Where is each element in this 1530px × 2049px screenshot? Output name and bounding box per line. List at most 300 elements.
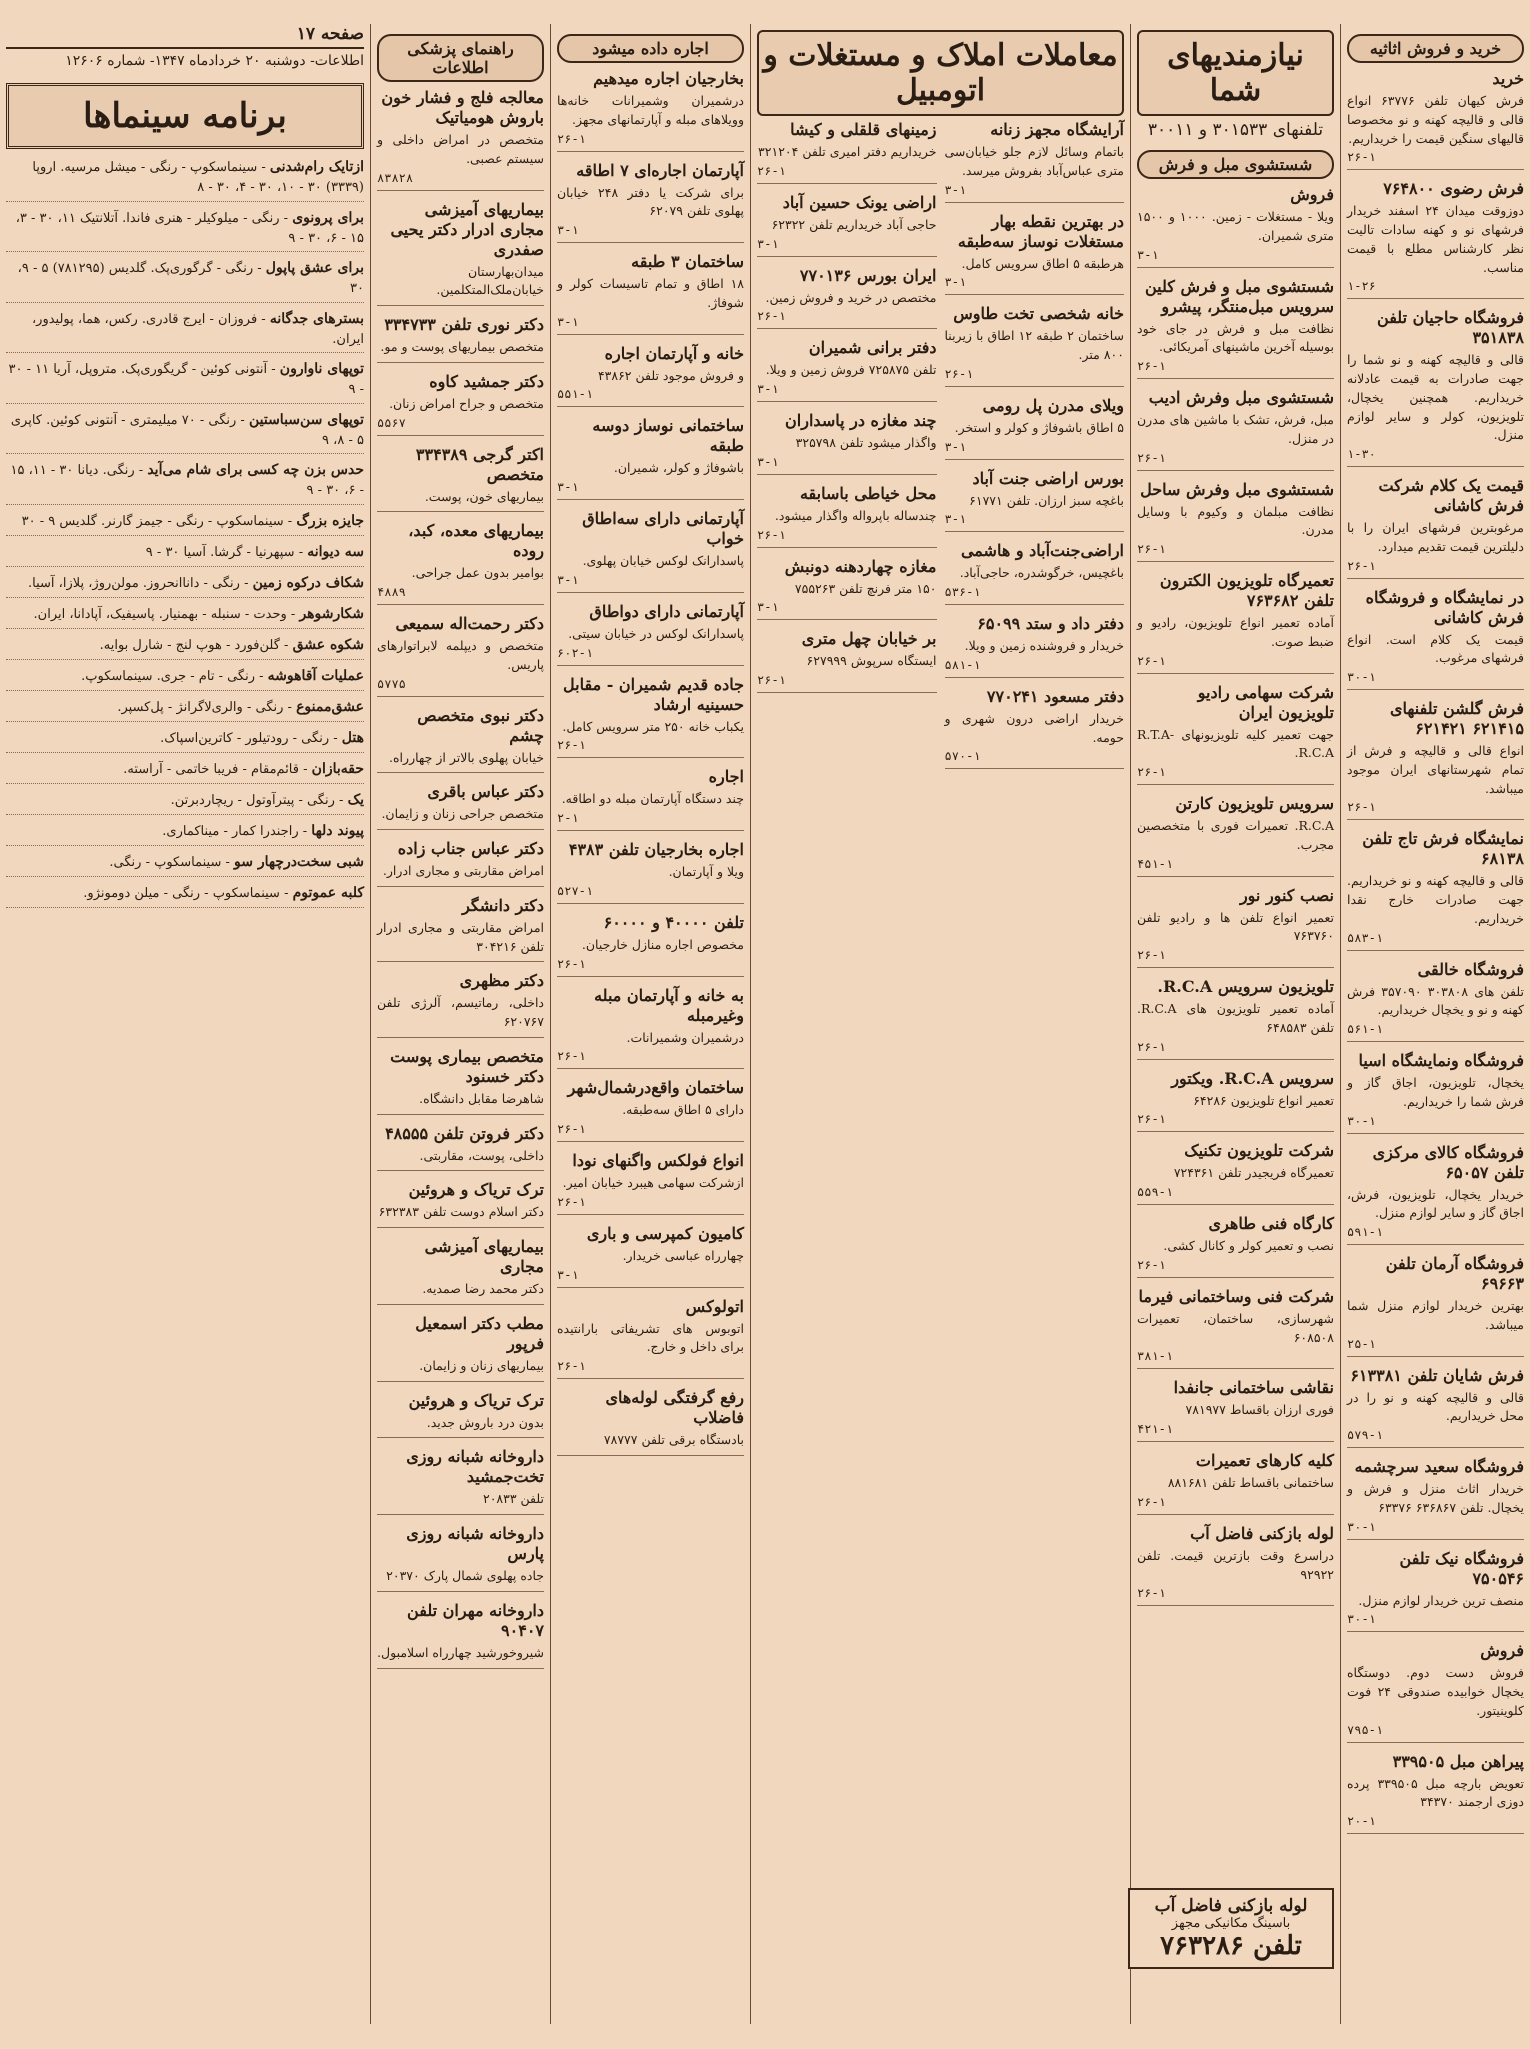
cinema-entry: شبی سخت‌درچهار سو - سینماسکوپ - رنگی. [6, 852, 364, 877]
ad-code: ۳-۱ [557, 314, 579, 329]
movie-title: توپهای ناوارون [279, 361, 364, 377]
classified-ad [1137, 886, 1334, 969]
classified-ad [1137, 1069, 1334, 1133]
classified-ad [377, 614, 544, 697]
ad-body: تعمیر انواع تلویزیون ۶۴۲۸۶ [1193, 1092, 1334, 1108]
ad-title: آپارتمان اجاره‌ای ۷ اطاقه [576, 160, 744, 180]
ad-code: ۵۵۶۷ [377, 415, 406, 430]
ad-body: فوری ارزان باقساط ۷۸۱۹۷۷ [1185, 1402, 1334, 1418]
ad-code: ۲۶-۱ [757, 309, 786, 324]
ad-body: و فروش موجود تلفن ۴۳۸۶۲ [597, 367, 744, 383]
ad-code: ۳-۱ [757, 382, 779, 396]
ad-body: خریداریم دفتر امیری تلفن ۳۲۱۲۰۴ [758, 144, 937, 159]
classified-ad [1347, 588, 1524, 691]
ad-body: حاجی آباد خریداریم تلفن ۶۲۳۲۲ [771, 216, 937, 232]
ad-code: ۵۵۹-۱ [1137, 1185, 1174, 1199]
ad-body: شهرسازی، ساختمان، تعمیرات ۶۰۸۵۰۸ [1137, 1310, 1334, 1345]
ad-code: ۲۶-۱ [1137, 1586, 1166, 1601]
ad-code: ۲۶-۱ [1137, 450, 1166, 465]
ad-code: ۵۸۳-۱ [1347, 930, 1384, 945]
medical-banner: راهنمای پزشکی اطلاعات [377, 34, 544, 82]
rent-banner: اجاره داده میشود [557, 34, 744, 63]
ad-code: ۲۰-۱ [1347, 1814, 1376, 1828]
ad-body: متخصص و دیپلمه لابراتوارهای پاریس. [377, 638, 544, 672]
ad-code: ۳۰-۱ [1347, 670, 1376, 684]
column-needs [1340, 24, 1530, 2024]
ad-body: دکتر اسلام دوست تلفن ۶۳۲۳۸۳ [378, 1204, 544, 1220]
ad-code: ۶۰۲-۱ [557, 645, 594, 660]
movie-title: شکوه عشق [292, 636, 364, 653]
movie-showtimes: سینماسکوپ - رنگی. [109, 854, 222, 870]
classified-ad [1347, 699, 1524, 820]
ad-title: فروشگاه کالای مرکزی تلفن ۶۵۰۵۷ [1372, 1142, 1524, 1182]
classified-ad [945, 687, 1125, 770]
ad-body: یخچال، تلویزیون، اجاق گاز و فرش شما را خریداریم. [1347, 1075, 1524, 1109]
ad-body: نظافت مبل و فرش در جای خود بوسیله آخرین ماشینهای آمریکائی. [1137, 320, 1334, 355]
classified-ad [557, 252, 744, 335]
ad-title: معالجه فلج و فشار خون باروش هومیاتیک [381, 88, 544, 127]
movie-showtimes: گلن‌فورد - هوپ لنج - شارل بوایه. [99, 637, 280, 653]
ad-code: ۲-۱ [557, 811, 579, 825]
ad-body: خیابان پهلوی بالاتر از چهارراه. [389, 749, 544, 765]
ad-body: اتوبوس های تشریفاتی بارانتیده برای داخل و خارج. [557, 1320, 744, 1355]
classified-ad [377, 445, 544, 513]
classified-ad [377, 1447, 544, 1515]
cinema-entry: شکاف درکوه زمین - رنگی - داناانحروز. مولن‌روژ، پلازا، آسیا. [6, 573, 364, 598]
ad-body: چند دستگاه آپارتمان مبله دو اطاقه. [561, 791, 744, 807]
ad-code: ۵۲۷-۱ [557, 883, 594, 898]
section-home-furniture: خرید و فروش اثاثیه [1347, 34, 1524, 63]
classified-ad [377, 521, 544, 605]
classified-ad [1137, 480, 1334, 563]
classified-ad [1137, 1214, 1334, 1278]
movie-title: هتل [341, 729, 364, 746]
classified-ad [377, 1391, 544, 1439]
ad-code: ۸۳۸۲۸ [377, 170, 414, 185]
ads-list-col5 [377, 88, 544, 1669]
classified-ad [557, 509, 744, 593]
ad-body: ساختمانی باقساط تلفن ۸۸۱۶۸۱ [1167, 1475, 1334, 1490]
ad-body: خریدار اثاث منزل و فرش و یخچال. تلفن ۶۳۶۸۶۷ ۶۳۳۷۶ [1347, 1481, 1524, 1515]
classified-ad [377, 782, 544, 830]
ad-body: بوامیر بدون عمل جراحی. [411, 565, 544, 581]
section-wash: شستشوی مبل و فرش [1137, 150, 1334, 179]
issue-line: اطلاعات- دوشنبه ۲۰ خردادماه ۱۳۴۷- شماره ۱۲۶۰۶ [65, 53, 364, 69]
ad-code: ۳۰-۱ [1347, 1519, 1376, 1534]
cinema-entry: برای پرونوی - رنگی - میلوکیلر - هنری فاندا. آتلانتیک ۱۱، ۳۰ - ۳، ۱۵ - ۶، ۳۰ - ۹ [6, 208, 364, 253]
ad-body: متخصص و جراح امراض زنان. [389, 395, 544, 411]
ad-title: آپارتمانی دارای دواطاق [589, 601, 744, 621]
ad-body: ویلا و آپارتمان. [668, 864, 744, 879]
ad-title: اراضی یونک حسین آباد [782, 192, 937, 212]
movie-title: ازتایک رام‌شدنی [269, 159, 364, 175]
movie-title: کلبه عموتوم [292, 884, 364, 901]
ad-body: ویلا - مستغلات - زمین. ۱۰۰۰ و ۱۵۰۰ متری شمیران. [1137, 209, 1335, 243]
ad-title: داروخانه شبانه روزی پارس [406, 1524, 544, 1563]
classified-ad [945, 120, 1125, 203]
ad-title: رفع گرفتگی لوله‌های فاضلاب [605, 1388, 744, 1427]
ad-title: سرویس تلویزیون کارتن [1175, 794, 1334, 813]
classified-ad [1347, 1641, 1524, 1742]
ad-title: ویلای مدرن پل رومی [982, 395, 1124, 415]
classified-ad [757, 120, 937, 184]
ad-title: شرکت سهامی رادیو تلویزیون ایران [1197, 682, 1334, 722]
ad-code: ۲۶-۱ [557, 1049, 586, 1064]
ad-code: ۲۵-۱ [1347, 1336, 1376, 1351]
classified-ad [1347, 829, 1524, 950]
movie-title: شکارشوهر [299, 605, 364, 622]
column-needs-2 [1130, 24, 1340, 2024]
classified-ad [557, 1224, 744, 1288]
ad-code: ۳-۱ [557, 223, 579, 237]
movie-title: بسترهای جدگانه [269, 310, 364, 327]
movie-showtimes: رنگی - ۷۰ میلیمتری - آنتونی کوئین. کاپری ۵ - ۸، ۹ [10, 412, 364, 448]
ad-code: ۱-۲۶ [1347, 279, 1376, 294]
ad-code: ۵۷۹-۱ [1347, 1428, 1384, 1442]
big-box-title: لوله بازکنی فاضل آب [1154, 1896, 1308, 1916]
classified-ad [945, 304, 1125, 387]
ad-title: دفتر داد و ستد ۶۵۰۹۹ [977, 614, 1124, 633]
movie-title: عشق‌ممنوع [296, 698, 364, 715]
ad-title: فروشگاه ونمایشگاه اسیا [1358, 1051, 1524, 1070]
classified-ad [1137, 794, 1334, 877]
classified-ad [557, 840, 744, 904]
ad-body: متخصص در امراض داخلی و سیستم عصبی. [377, 132, 544, 166]
ad-body: باغچه سبز ارزان. تلفن ۶۱۷۷۱ [969, 492, 1124, 508]
ad-title: دفتر مسعود ۷۷۰۲۴۱ [986, 686, 1124, 706]
ad-code: ۲۶-۱ [757, 163, 786, 178]
ad-body: آماده تعمیر تلویزیون های R.C.A. تلفن ۶۴۸۵۸۳ [1137, 1001, 1334, 1035]
ad-code: ۵۶۱-۱ [1347, 1022, 1384, 1036]
ad-body: فرش کیهان تلفن ۶۳۷۷۶ انواع قالی و قالیچه کهنه و نو مخصوصا قالیهای سنگین قیمت را خریداریم. [1347, 93, 1524, 146]
ad-body: یکباب خانه ۲۵۰ متر سرویس کامل. [562, 718, 744, 734]
ad-title: آرایشگاه مجهز زنانه [990, 120, 1124, 139]
ad-title: فروشگاه نیک تلفن ۷۵۰۵۴۶ [1399, 1548, 1524, 1588]
movie-title: یک [347, 791, 364, 808]
ad-title: پیراهن مبل ۳۳۹۵۰۵ [1392, 1751, 1524, 1771]
classified-ad [945, 614, 1125, 678]
classified-ad [757, 338, 937, 402]
classified-ad [557, 69, 744, 152]
cinema-entry: توپهای ناوارون - آنتونی کوئین - گریگوری‌پک. متروپل، آریا ۱۱ - ۳۰ - ۹ [6, 359, 364, 404]
ad-code: ۷۹۵-۱ [1347, 1722, 1384, 1737]
movie-showtimes: سینماسکوپ - رنگی - جیمز گارنر. گلدیس ۹ - ۳۰ [21, 513, 284, 529]
ad-title: ترک تریاک و هروئین [408, 1390, 544, 1410]
ad-body: شاهرضا مقابل دانشگاه. [419, 1090, 544, 1106]
ad-code: ۲۶-۱ [557, 131, 586, 146]
ad-body: امراض مقاربتی و مجاری ادرار. [382, 863, 544, 878]
ad-code: ۲۶-۱ [757, 673, 786, 687]
cinema-entry: بسترهای جدگانه - فروزان - ایرج قادری. رکس، هما، پولیدور، ایران. [6, 309, 364, 354]
ad-code: ۲۶-۱ [1347, 800, 1376, 815]
needs-banner: نیازمندیهای شما [1137, 30, 1334, 116]
ads-list-col4 [557, 69, 744, 1456]
ad-title: خرید [1492, 69, 1524, 88]
ad-body: تلفن ۷۲۵۸۷۵ فروش زمین و ویلا. [765, 362, 937, 378]
classified-ad [1137, 1287, 1334, 1370]
movie-showtimes: سپهرنیا - گرشا. آسیا ۳۰ - ۹ [145, 544, 295, 560]
classified-ad [757, 266, 937, 330]
ad-body: درشمیران وشمیرانات. [626, 1029, 744, 1045]
ad-title: کارگاه فنی طاهری [1208, 1214, 1334, 1233]
ad-code: ۲۶-۱ [557, 1359, 586, 1373]
movie-showtimes: رنگی - والری‌لاگرانژ - پل‌کسپر. [117, 699, 284, 715]
ad-title: ساختمان واقع‌درشمال‌شهر [567, 1078, 744, 1098]
ad-body: تعویض بارچه مبل ۳۳۹۵۰۵ پرده دوزی ارجمند ۳۴۳۷۰ [1347, 1775, 1524, 1810]
classified-ad [1137, 185, 1334, 268]
ad-body: بیماریهای خون، پوست. [424, 488, 544, 504]
ad-title: فرش گلشن تلفنهای ۶۲۱۴۱۵ ۶۲۱۴۲۱ [1390, 699, 1524, 738]
ad-code: ۴۵۱-۱ [1137, 856, 1174, 871]
ad-title: دکتر عباس باقری [427, 782, 544, 802]
ad-code: ۵۵۱-۱ [557, 387, 594, 402]
ad-code: ۴۲۱-۱ [1137, 1422, 1174, 1436]
movie-showtimes: قائم‌مقام - فریبا خاتمی - آراسته. [123, 761, 299, 777]
ad-body: بیماریهای زنان و زایمان. [419, 1357, 544, 1373]
ad-title: دکتر جمشید کاوه [429, 371, 544, 391]
ad-body: پاسدارانک لوکس خیابان پهلوی. [582, 553, 744, 568]
ad-title: چند مغازه در پاسداران [785, 411, 937, 430]
cinema-entry: سه دیوانه - سپهرنیا - گرشا. آسیا ۳۰ - ۹ [6, 542, 364, 567]
ad-body: قالی و قالیچه کهنه و نو خریداریم. جهت صادرات خارج نقدا خریداریم. [1347, 873, 1524, 926]
ad-body: خریدار اراضی درون شهری و حومه. [944, 710, 1124, 745]
ad-body: امراض مقاربتی و مجاری ادرار تلفن ۳۰۴۲۱۶ [377, 919, 544, 954]
classified-ad [1347, 179, 1524, 299]
ad-body: ازشرکت سهامی هیبرد خیابان امیر. [562, 1175, 744, 1190]
cinema-entry: ازتایک رام‌شدنی - سینماسکوپ - رنگی - میشل مرسیه. اروپا (۳۳۳۹) ۳۰ - ۱۰، ۳۰ - ۴، ۳۰ - ۸ [6, 157, 364, 202]
classified-ad [377, 896, 544, 963]
classified-ad [1347, 1254, 1524, 1357]
classified-ad [557, 913, 744, 977]
classified-ad [1137, 1141, 1334, 1205]
classified-ad [377, 1047, 544, 1115]
ad-code: ۳-۱ [1137, 247, 1159, 262]
ad-title: فرش شایان تلفن ۶۱۳۳۸۱ [1350, 1365, 1524, 1385]
ad-code: ۳-۱ [944, 439, 967, 454]
classified-ad [1347, 69, 1524, 170]
ad-body: جاده پهلوی شمال پارک ۲۰۳۷۰ [386, 1568, 544, 1583]
ad-title: شرکت تلویزیون تکنیک [1184, 1141, 1334, 1161]
ad-title: شستشوی مبل وفرش ادیب [1148, 388, 1334, 407]
ad-body: باتمام وسائل لازم جلو خیابان‌سی متری عباس‌آباد بفروش میرسد. [944, 144, 1124, 178]
classified-ad [377, 200, 544, 307]
ad-body: ساختمان ۲ طبقه ۱۲ اطاق با زیربنا ۸۰۰ متر. [944, 328, 1124, 362]
classified-ad [757, 557, 937, 621]
ad-code: ۲۶-۱ [557, 1194, 586, 1209]
ad-code: ۵۸۱-۱ [944, 657, 981, 672]
ad-title: مغازه چهاردهنه دونبش [784, 556, 937, 576]
classified-ad [1137, 277, 1334, 380]
classified-ad [377, 1180, 544, 1228]
ads-list-col2 [1137, 185, 1334, 1606]
movie-title: برای عشق پاپول [265, 260, 364, 276]
ad-title: مطب دکتر اسمعیل فرپور [415, 1313, 544, 1353]
ad-body: باشوفاژ و کولر، شمیران. [613, 460, 744, 476]
ad-code: ۲۶-۱ [557, 738, 586, 753]
ad-body: ۱۸ اطاق و تمام تاسیسات کولر و شوفاژ. [557, 276, 744, 310]
classified-ad [1137, 683, 1334, 786]
ad-body: دراسرع وقت بازترین قیمت. تلفن ۹۲۹۲۲ [1137, 1547, 1334, 1582]
movie-title: حقه‌بازان [311, 760, 364, 777]
classified-ad [377, 1524, 544, 1592]
cinema-entry: حقه‌بازان - قائم‌مقام - فریبا خاتمی - آراسته. [6, 759, 364, 784]
ad-body: واگذار میشود تلفن ۳۲۵۷۹۸ [795, 435, 937, 450]
classified-ad [1347, 1752, 1524, 1835]
ad-title: آپارتمانی دارای سه‌اطاق خواب [582, 509, 744, 548]
ad-code: ۲۶-۱ [1137, 1257, 1166, 1272]
ad-title: شستشوی مبل و فرش کلین سرویس مبل‌منتگر، پیشرو [1144, 276, 1334, 316]
cinema-entry: یک - رنگی - پیترآوتول - ریچاردبرتن. [6, 790, 364, 815]
cinema-entry: عملیات آقاهوشه - رنگی - تام - جری. سینماسکوپ. [6, 666, 364, 691]
classified-ad [377, 839, 544, 887]
cinema-entry: هتل - رنگی - رودتیلور - کاترین‌اسپاک. [6, 728, 364, 753]
ad-title: فروشگاه آرمان تلفن ۶۹۶۶۳ [1385, 1254, 1524, 1293]
movie-showtimes: رنگی. دیانا ۳۰ - ۱۱، ۱۵ - ۶، ۳۰ - ۹ [10, 463, 364, 498]
ad-code: ۲۶-۱ [557, 1122, 586, 1136]
ad-title: نصب کنور نور [1239, 885, 1334, 905]
classified-ad [1137, 1524, 1334, 1607]
movie-showtimes: سینماسکوپ - رنگی - میشل مرسیه. اروپا (۳۳۳۹) ۳۰ - ۱۰، ۳۰ - ۴، ۳۰ - ۸ [32, 160, 364, 195]
ad-title: بورس اراضی جنت آباد [972, 468, 1124, 488]
movie-showtimes: راجندرا کمار - میناکماری. [162, 823, 299, 839]
movie-title: حدس بزن چه کسی برای شام می‌آید [147, 462, 364, 478]
ad-title: جاده قدیم شمیران - مقابل حسینیه ارشاد [563, 674, 744, 714]
big-box-ad [1128, 1888, 1334, 1969]
ad-title: بر خیابان چهل متری [801, 629, 937, 649]
ad-title: اکتر گرجی ۳۳۴۳۸۹ متخصص [415, 444, 544, 484]
ad-code: ۲۶-۱ [1137, 653, 1166, 668]
ad-code: ۲۶-۱ [1137, 542, 1166, 556]
ad-body: تلفن های ۳۰۳۸۰۸ ۳۵۷۰۹۰ فرش کهنه و نو و یخچال خریداریم. [1347, 983, 1524, 1018]
classified-ad [757, 484, 937, 548]
ad-title: اجاره بخارجیان تلفن ۴۳۸۳ [568, 840, 744, 859]
ad-title: فروشگاه سعید سرچشمه [1354, 1457, 1524, 1476]
ad-code: ۲۶-۱ [1137, 1112, 1166, 1127]
ad-title: داروخانه شبانه روزی تخت‌جمشید [406, 1447, 544, 1487]
ad-code: ۳-۱ [757, 236, 779, 251]
ad-code: ۲۶-۱ [1137, 765, 1166, 779]
ad-title: شرکت فنی وساختمانی فیرما [1138, 1286, 1334, 1306]
ad-title: زمینهای قلقلی و کیشا [790, 120, 937, 139]
ad-code: ۲۶-۱ [1347, 558, 1376, 573]
ad-title: بیماریهای آمیزشی مجاری ادرار دکتر یحیی صفدری [390, 199, 544, 259]
ad-code: ۲۶-۱ [757, 527, 786, 542]
movie-showtimes: رنگی - میلوکیلر - هنری فاندا. آتلانتیک ۱۱، ۳۰ - ۳، ۱۵ - ۶، ۳۰ - ۹ [15, 210, 364, 246]
ad-code: ۲۶-۱ [1137, 948, 1166, 962]
movie-title: برای پرونوی [292, 209, 364, 226]
needs-phones: تلفنهای ۳۰۱۵۳۳ و ۳۰۰۱۱ [1147, 120, 1324, 140]
ad-body: دکتر محمد رضا صمدیه. [422, 1281, 544, 1296]
ad-title: تلویزیون سرویس R.C.A. [1157, 977, 1334, 996]
ad-code: ۳-۱ [757, 600, 779, 615]
ad-title: انواع فولکس واگنهای نودا [572, 1151, 744, 1170]
ad-body: چهارراه عباسی خریدار. [622, 1247, 744, 1263]
ad-code: ۲۶-۱ [1137, 359, 1166, 373]
classified-ad [945, 212, 1125, 296]
ad-title: محل خیاطی باسابقه [799, 483, 937, 503]
ad-code: ۲۶-۱ [1347, 150, 1376, 165]
ad-title: قیمت یک کلام شرکت فرش کاشانی [1378, 476, 1524, 515]
movie-title: پیوند دلها [311, 822, 364, 839]
movie-title: عملیات آقاهوشه [267, 667, 364, 684]
classified-ad [1347, 308, 1524, 467]
ad-code: ۳۸۱-۱ [1137, 1349, 1174, 1364]
ad-title: نمایشگاه فرش تاج تلفن ۶۸۱۳۸ [1362, 829, 1524, 869]
classified-ad [557, 986, 744, 1070]
ad-title: به خانه و آپارتمان مبله وغیرمبله [594, 985, 744, 1025]
classified-ad [377, 315, 544, 363]
ad-title: ساختمان ۳ طبقه [631, 252, 744, 271]
cinema-banner: برنامه سینماها [6, 83, 364, 149]
ads-list-col3 [757, 120, 1124, 769]
classified-ad [377, 88, 544, 191]
ad-title: فرش رضوی ۷۶۴۸۰۰ [1383, 179, 1524, 199]
classified-ad [557, 1388, 744, 1456]
ad-body: خریدار و فروشنده زمین و ویلا. [964, 638, 1124, 653]
ad-code: ۵۷۰-۱ [944, 749, 981, 764]
ad-code: ۵۹۱-۱ [1347, 1225, 1384, 1239]
ad-body: قیمت یک کلام است. انواع فرشهای مرغوب. [1347, 631, 1524, 666]
ad-title: ترک تریاک و هروئین [408, 1180, 544, 1200]
movie-showtimes: فروزان - ایرج قادری. رکس، هما، پولیدور، ایران. [31, 311, 364, 347]
classified-ad [377, 1124, 544, 1172]
classified-ad [377, 1314, 544, 1382]
ad-body: مبل، فرش، تشک با ماشین های مدرن در منزل. [1137, 412, 1334, 446]
classified-ad [377, 971, 544, 1038]
ad-body: قالی و قالیچه کهنه و نو شما را جهت صادرات به قیمت عادلانه خریداریم. همچنین یخچال، تلویزیون، کولر و سایر لوازم منزل. [1347, 352, 1524, 443]
ad-title: داروخانه مهران تلفن ۹۰۴۰۷ [407, 1600, 544, 1640]
ad-body: متخصص بیماریهای پوست و مو. [380, 339, 544, 354]
classified-ad [945, 396, 1125, 460]
ad-title: کلیه کارهای تعمیرات [1195, 1451, 1334, 1470]
ad-code: ۳-۱ [557, 480, 579, 494]
ad-title: ایران بورس ۷۷۰۱۳۶ [799, 265, 937, 285]
classified-ad [757, 193, 937, 257]
classified-ad [945, 469, 1125, 533]
ad-body: پاسدارانک لوکس در خیابان سیتی. [568, 625, 744, 641]
classified-ad [1137, 388, 1334, 471]
ad-title: متخصص بیماری پوست دکتر خسنود [390, 1046, 544, 1086]
ad-code: ۲۶-۱ [944, 366, 974, 381]
estate-banner: معاملات املاک و مستغلات و اتومبیل [757, 30, 1124, 116]
ad-title: فروشگاه حاجیان تلفن ۳۵۱۸۳۸ [1377, 308, 1524, 348]
ad-body: ۱۵۰ متر فرنچ تلفن ۷۵۵۲۶۳ [794, 580, 937, 596]
classified-ad [1347, 476, 1524, 579]
ad-code: ۳-۱ [757, 454, 779, 469]
ad-body: خریدار یخچال، تلویزیون، فرش، اجاق گاز و سایر لوازم منزل. [1347, 1186, 1524, 1221]
ad-code: ۳-۱ [557, 1267, 579, 1282]
ad-body: مختصص در خرید و فروش زمین. [765, 289, 937, 305]
classified-ad [557, 416, 744, 500]
ad-body: بدون درد باروش جدید. [426, 1414, 544, 1430]
movie-title: جایزه بزرگ [296, 512, 364, 529]
ad-title: فروشگاه خالقی [1417, 959, 1524, 979]
movie-showtimes: رنگی - رودتیلور - کاترین‌اسپاک. [160, 730, 330, 746]
big-box-phone: تلفن ۷۶۳۲۸۶ [1160, 1931, 1302, 1961]
ad-body: جهت تعمیر کلیه تلویزیونهای R.T.A-R.C.A. [1137, 726, 1334, 761]
ad-title: شستشوی مبل وفرش ساحل [1140, 479, 1334, 499]
ad-title: اجاره [708, 767, 744, 787]
ad-body: تعمیرگاه فریجیدر تلفن ۷۲۴۳۶۱ [1173, 1165, 1334, 1181]
ad-title: فروش [1290, 185, 1334, 204]
ad-title: دکتر عباس جناب زاده [397, 839, 544, 858]
ad-code: ۳-۱ [944, 275, 967, 290]
ad-body: درشمیران وشمیرانات خانه‌ها وویلاهای مبله و آپارتمانهای مجهز. [557, 93, 744, 127]
movie-title: شکاف درکوه زمین [252, 574, 364, 591]
ad-title: در نمایشگاه و فروشگاه فرش کاشانی [1365, 587, 1524, 627]
ad-body: شیروخورشید چهارراه اسلامبول. [377, 1644, 544, 1660]
classified-ad [557, 1297, 744, 1380]
